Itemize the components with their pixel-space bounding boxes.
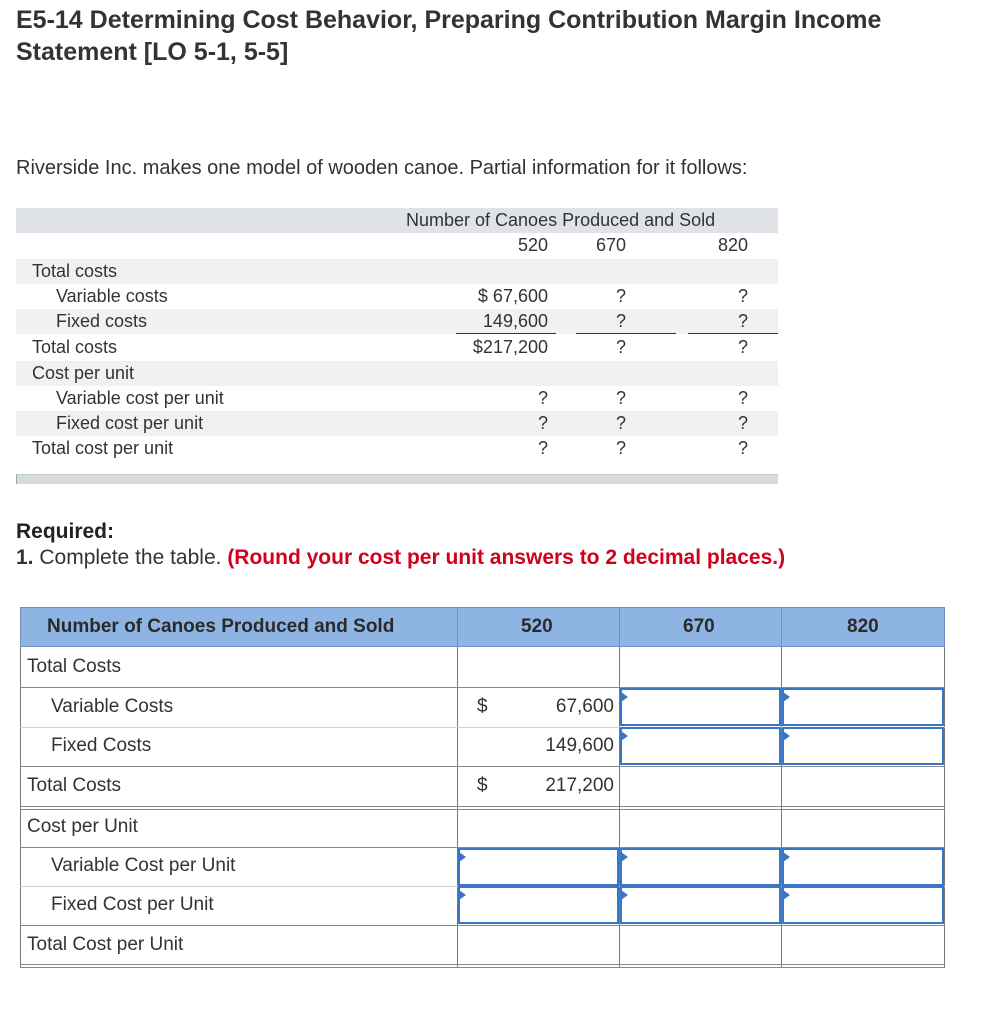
variable-costs-520-value: 67,600 bbox=[555, 696, 614, 717]
row-fixed-costs-label: Fixed Costs bbox=[51, 735, 152, 756]
fixed-costs-820-input[interactable] bbox=[782, 727, 944, 765]
given-row: Fixed costs 149,600 ? ? bbox=[16, 309, 778, 334]
variable-costs-820-input[interactable] bbox=[782, 688, 944, 726]
row-total-costs-heading: Total Costs bbox=[27, 656, 121, 677]
variable-cost-per-unit-520-input[interactable] bbox=[458, 848, 619, 886]
given-row: Total costs bbox=[16, 259, 778, 284]
given-col-520: 520 bbox=[517, 235, 548, 255]
given-row: Variable costs $ 67,600 ? ? bbox=[56, 286, 748, 306]
horizontal-scrollbar[interactable] bbox=[16, 474, 778, 484]
variable-cost-per-unit-670-input[interactable] bbox=[620, 848, 781, 886]
given-group-header: Number of Canoes Produced and Sold bbox=[406, 210, 716, 230]
given-header-row bbox=[16, 208, 778, 233]
header-label: Number of Canoes Produced and Sold bbox=[20, 607, 458, 647]
given-row: Total cost per unit ? ? ? bbox=[32, 438, 748, 458]
row-cost-per-unit-heading: Cost per Unit bbox=[27, 816, 138, 837]
row-total-costs-label: Total Costs bbox=[27, 775, 121, 796]
row-variable-cost-per-unit-label: Variable Cost per Unit bbox=[51, 855, 236, 876]
given-col-820: 820 bbox=[717, 235, 748, 255]
fixed-cost-per-unit-520-input[interactable] bbox=[458, 886, 619, 924]
row-variable-costs-label: Variable Costs bbox=[51, 696, 174, 717]
total-costs-520-value: 217,200 bbox=[545, 775, 614, 796]
given-row: Fixed cost per unit ? ? ? bbox=[16, 411, 778, 436]
required-heading: Required: bbox=[16, 520, 115, 543]
header-col-670: 670 bbox=[619, 607, 782, 647]
fixed-costs-670-input[interactable] bbox=[620, 727, 781, 765]
given-row: Total costs $217,200 ? ? bbox=[32, 337, 748, 357]
given-row: Cost per unit bbox=[16, 361, 778, 386]
fixed-costs-520-value: 149,600 bbox=[545, 735, 614, 756]
row-fixed-cost-per-unit-label: Fixed Cost per Unit bbox=[51, 894, 214, 915]
header-col-520: 520 bbox=[457, 607, 620, 647]
fixed-cost-per-unit-670-input[interactable] bbox=[620, 886, 781, 924]
header-col-820: 820 bbox=[781, 607, 945, 647]
required-instruction: 1. Complete the table. (Round your cost per unit answers to 2 decimal places.) bbox=[16, 546, 786, 569]
currency-symbol: $ bbox=[477, 696, 488, 717]
intro-text: Riverside Inc. makes one model of wooden canoe. Partial information for it follows: bbox=[16, 157, 748, 179]
answer-table bbox=[20, 607, 945, 968]
variable-cost-per-unit-820-input[interactable] bbox=[782, 848, 944, 886]
row-total-cost-per-unit-label: Total Cost per Unit bbox=[27, 934, 184, 955]
given-col-670: 670 bbox=[595, 235, 626, 255]
given-row: Variable cost per unit ? ? ? bbox=[56, 388, 748, 408]
rounding-note: (Round your cost per unit answers to 2 decimal places.) bbox=[227, 546, 786, 569]
fixed-cost-per-unit-820-input[interactable] bbox=[782, 886, 944, 924]
page-title: E5-14 Determining Cost Behavior, Preparing Contribution Margin Income Statement [LO 5-1, 5-5] bbox=[16, 6, 882, 66]
currency-symbol: $ bbox=[477, 775, 488, 796]
given-column-row bbox=[16, 233, 778, 258]
variable-costs-670-input[interactable] bbox=[620, 688, 781, 726]
